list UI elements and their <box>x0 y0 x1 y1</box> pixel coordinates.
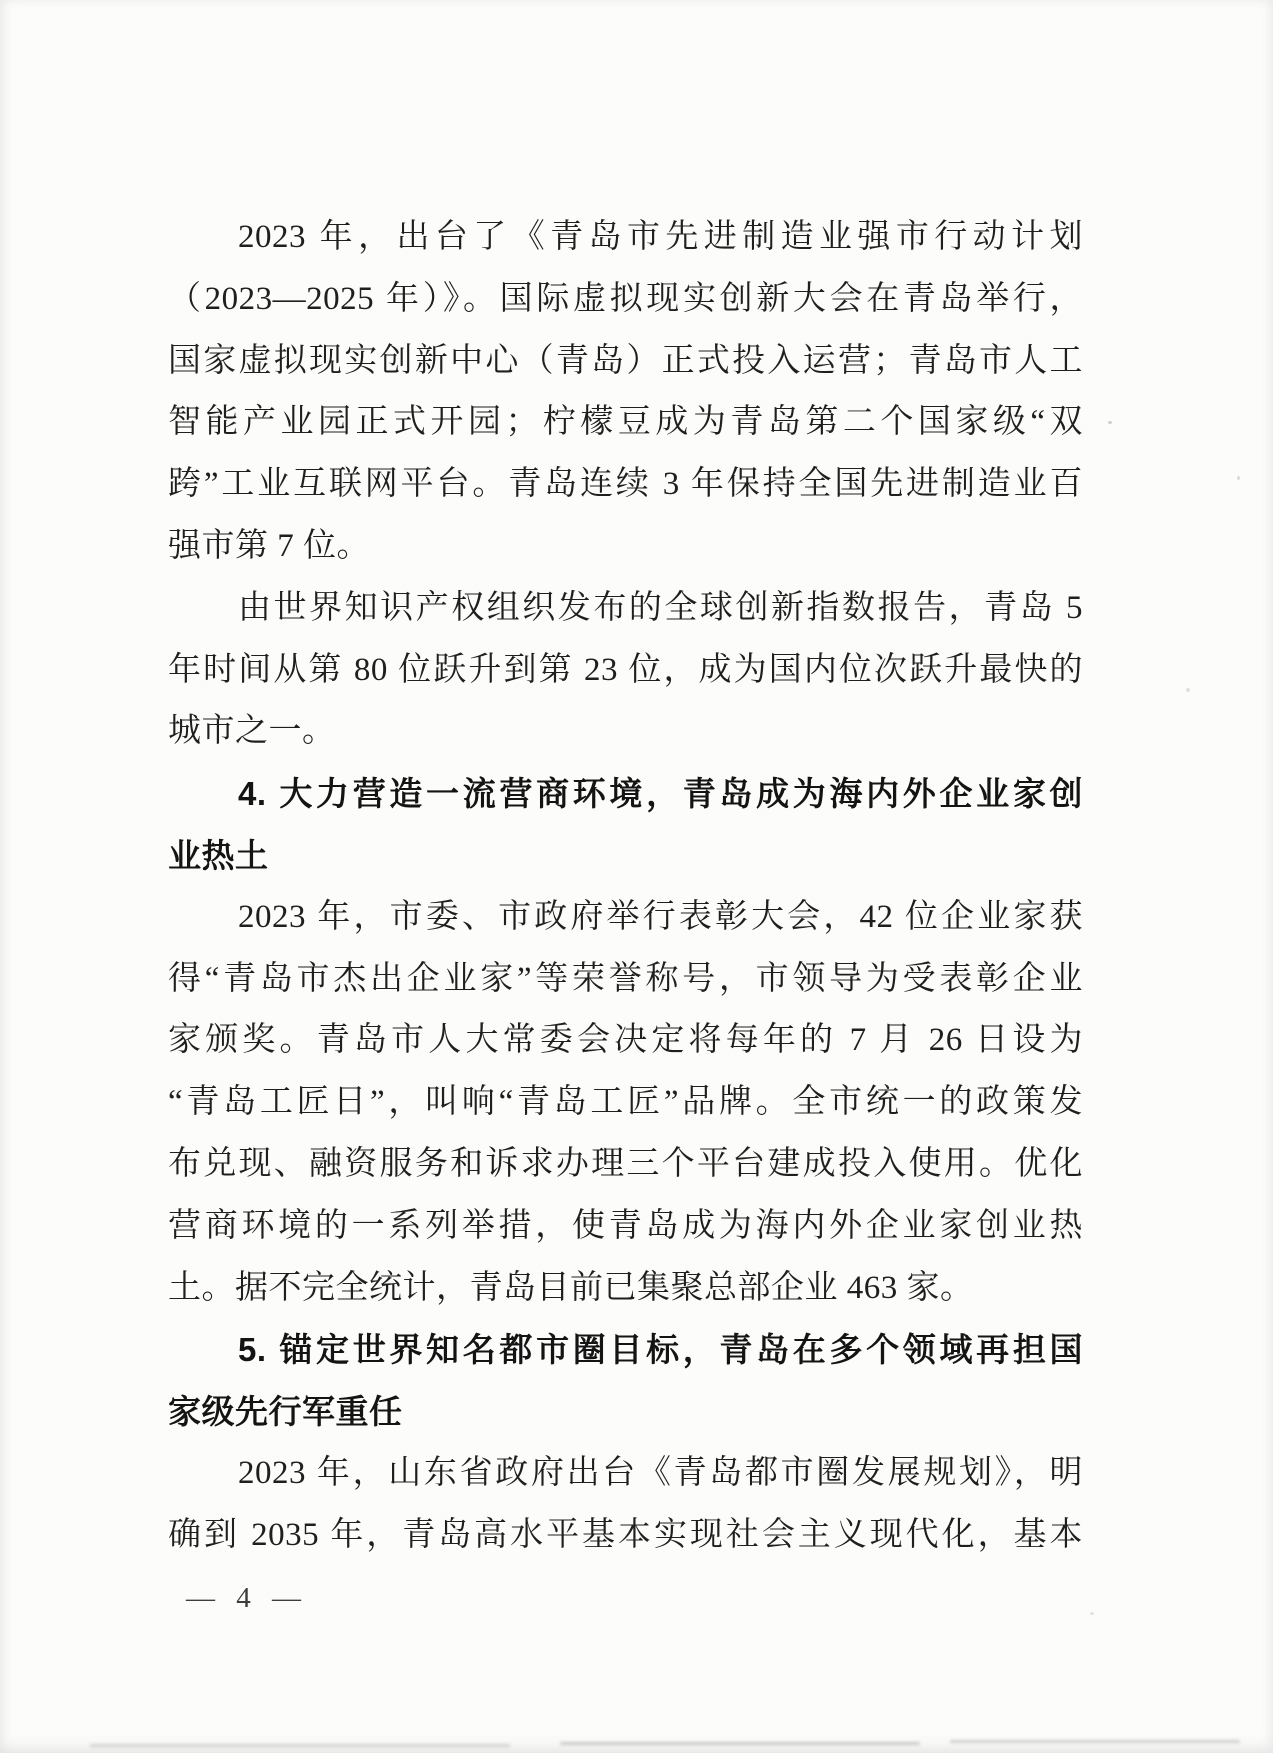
heading-line: 4. 大力营造一流营商环境，青岛成为海内外企业家创 <box>238 775 1083 813</box>
scan-speck <box>1108 421 1112 424</box>
body-line: “青岛工匠日”，叫响“青岛工匠”品牌。全市统一的政策发 <box>168 1084 1083 1121</box>
body-line: 年时间从第 80 位跃升到第 23 位，成为国内位次跃升最快的 <box>168 651 1083 688</box>
body-line: 土。据不完全统计，青岛目前已集聚总部企业 463 家。 <box>168 1269 974 1306</box>
scan-smudge <box>950 1740 1240 1743</box>
document-lines <box>168 207 1083 1567</box>
heading-line: 5. 锚定世界知名都市圈目标，青岛在多个领域再担国 <box>238 1331 1083 1369</box>
body-line: 家颁奖。青岛市人大常委会决定将每年的 7 月 26 日设为 <box>168 1022 1083 1059</box>
body-line: 2023 年，出台了《青岛市先进制造业强市行动计划 <box>238 219 1083 255</box>
body-line: 强市第 7 位。 <box>168 527 370 564</box>
body-line: 确到 2035 年，青岛高水平基本实现社会主义现代化，基本 <box>168 1516 1083 1553</box>
body-line: 布兑现、融资服务和诉求办理三个平台建成投入使用。优化 <box>168 1145 1083 1182</box>
body-line: 营商环境的一系列举措，使青岛成为海内外企业家创业热 <box>168 1207 1083 1244</box>
page-number: — 4 — <box>186 1582 308 1614</box>
scan-speck <box>1237 476 1240 480</box>
body-line: 国家虚拟现实创新中心（青岛）正式投入运营；青岛市人工 <box>168 342 1083 379</box>
scan-speck <box>1186 688 1190 692</box>
heading-line: 家级先行军重任 <box>168 1393 403 1431</box>
scan-smudge <box>90 1744 510 1747</box>
heading-line: 业热土 <box>168 836 269 874</box>
scan-smudge <box>560 1742 920 1745</box>
body-line: 2023 年，市委、市政府举行表彰大会，42 位企业家获 <box>238 898 1083 935</box>
body-line: 跨”工业互联网平台。青岛连续 3 年保持全国先进制造业百 <box>168 466 1083 503</box>
body-line: 得“青岛市杰出企业家”等荣誉称号，市领导为受表彰企业 <box>168 960 1083 997</box>
scan-speck <box>1090 1612 1094 1615</box>
body-line: 城市之一。 <box>168 713 336 750</box>
body-line: 2023 年，山东省政府出台《青岛都市圈发展规划》，明 <box>238 1454 1083 1491</box>
body-line: （2023—2025 年）》。国际虚拟现实创新大会在青岛举行， <box>168 280 1083 317</box>
body-line: 由世界知识产权组织发布的全球创新指数报告，青岛 5 <box>238 589 1083 626</box>
body-line: 智能产业园正式开园；柠檬豆成为青岛第二个国家级“双 <box>168 404 1083 441</box>
